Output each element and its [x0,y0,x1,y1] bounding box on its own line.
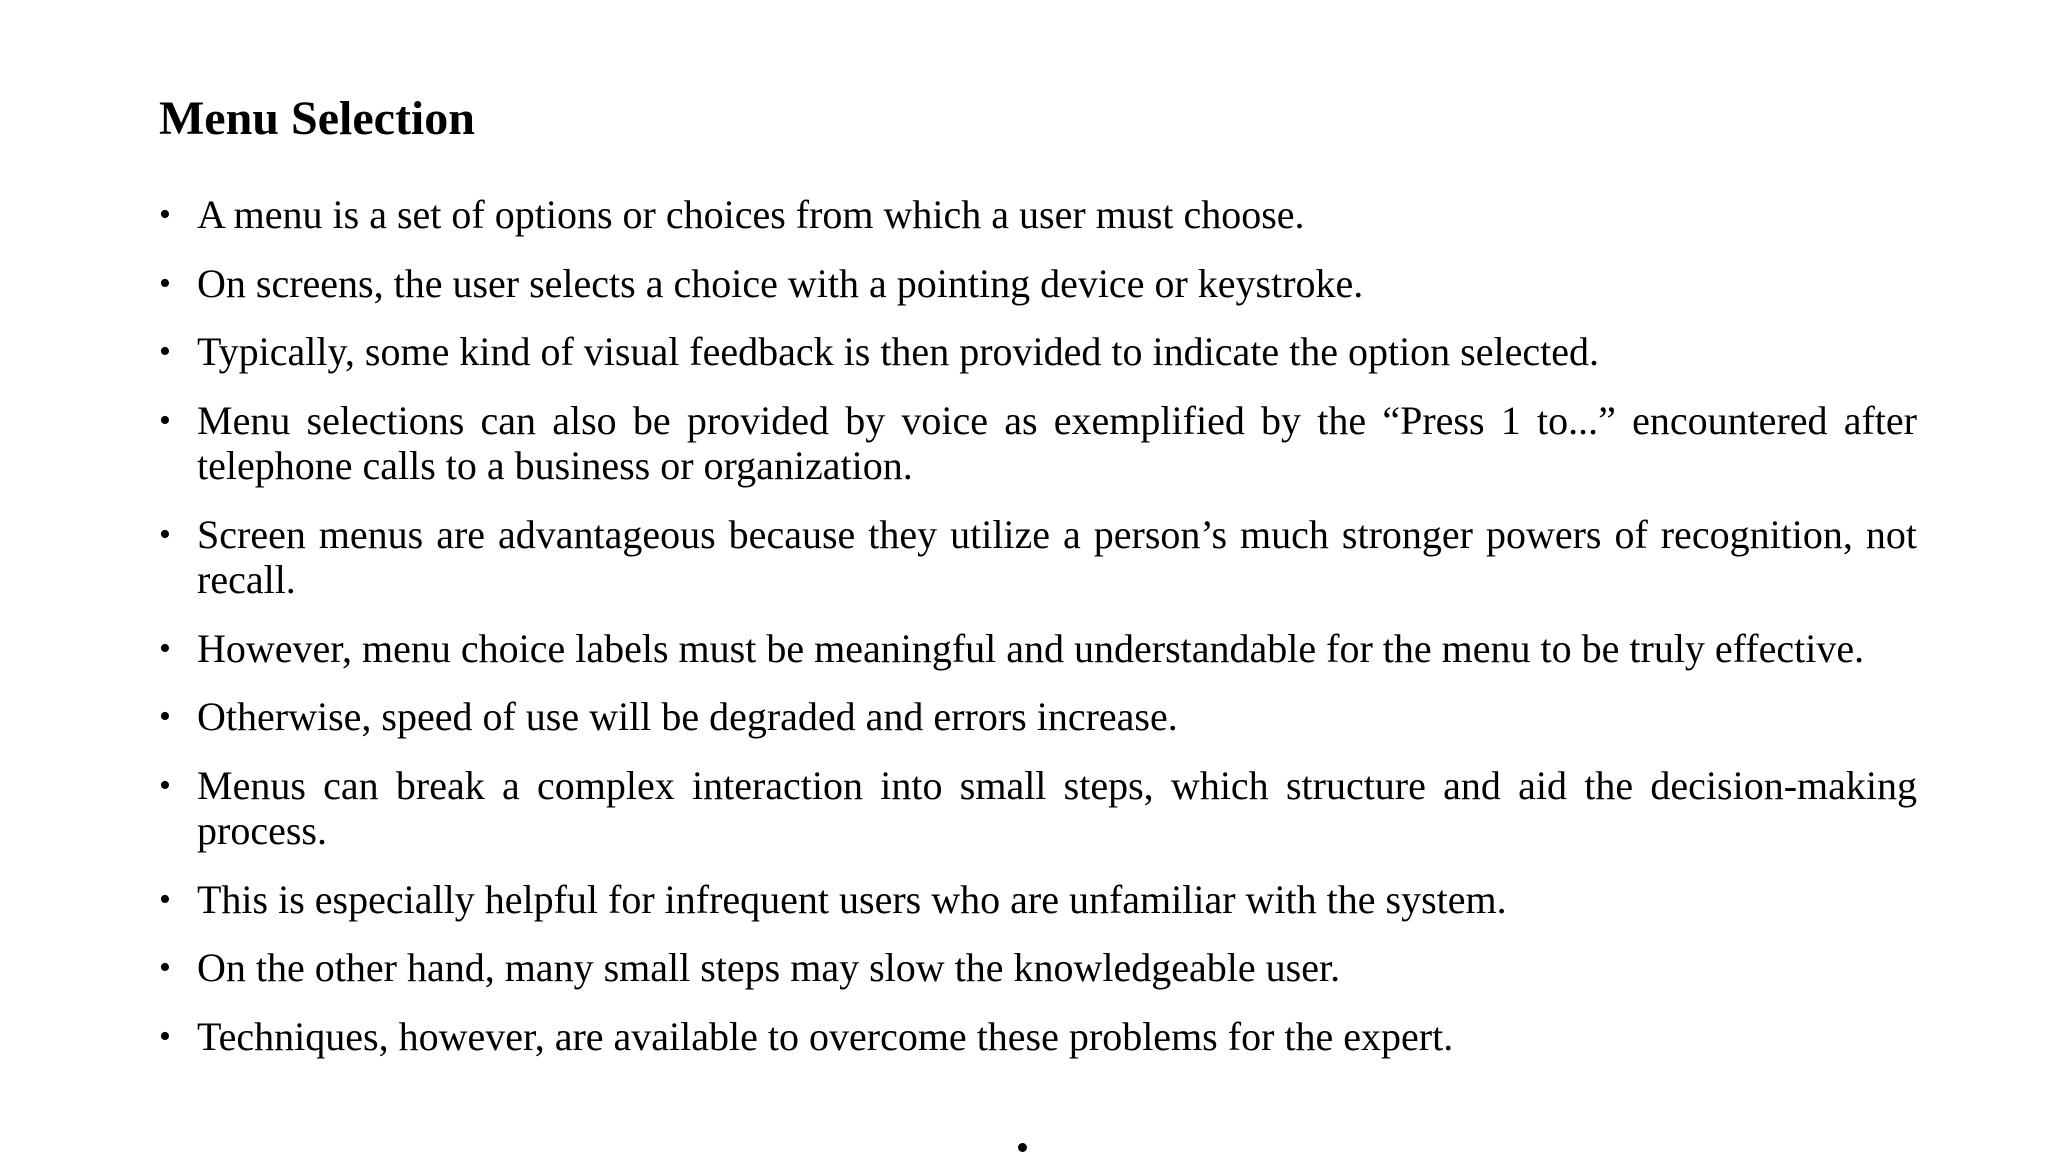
bullet-item [159,329,1917,375]
bullet-item [159,763,1917,854]
bullet-text: This is especially helpful for infrequent users who are unfamiliar with the system. [197,876,1507,922]
bullet-icon: • [159,880,171,918]
bullet-icon: • [159,515,171,553]
bullet-text: Typically, some kind of visual feedback is then provided to indicate the option selected. [197,329,1599,374]
bullet-icon: • [159,766,171,804]
bullet-list [159,192,1917,1082]
bullet-item [159,261,1917,307]
bullet-text: On the other hand, many small steps may slow the knowledgeable user. [197,945,1341,990]
bullet-icon: • [159,698,171,735]
bullet-text: Otherwise, speed of use will be degraded and errors increase. [197,694,1178,739]
bottom-dot-icon [1018,1143,1027,1152]
bullet-text: Techniques, however, are available to overcome these problems for the expert. [197,1013,1454,1059]
bullet-text: A menu is a set of options or choices from which a user must choose. [197,192,1305,237]
bullet-text: However, menu choice labels must be meaningful and understandable for the menu to be truly effective. [197,625,1865,671]
bullet-icon: • [159,1017,171,1055]
bullet-item [159,694,1917,740]
bullet-text: Menus can break a complex interaction into small steps, which structure and aid the decision-making process. [197,762,1917,853]
bullet-item [159,1014,1917,1060]
bullet-item [159,945,1917,991]
bullet-item [159,192,1917,238]
bullet-icon: • [159,401,171,439]
bullet-icon: • [159,629,171,667]
bullet-icon: • [159,949,171,986]
bullet-icon: • [159,196,171,233]
bullet-icon: • [159,264,171,302]
bullet-text: On screens, the user selects a choice with a pointing device or keystroke. [197,260,1364,306]
slide-title: Menu Selection [159,92,475,145]
bullet-item [159,626,1917,672]
bullet-text: Menu selections can also be provided by voice as exemplified by the “Press 1 to...” encountered after telephone calls to a business or organization. [197,397,1917,488]
bullet-icon: • [159,333,171,370]
bullet-item [159,512,1917,603]
bullet-text: Screen menus are advantageous because they utilize a person’s much stronger powers of recognition, not recall. [197,511,1917,602]
bullet-item [159,877,1917,923]
bullet-item [159,398,1917,489]
